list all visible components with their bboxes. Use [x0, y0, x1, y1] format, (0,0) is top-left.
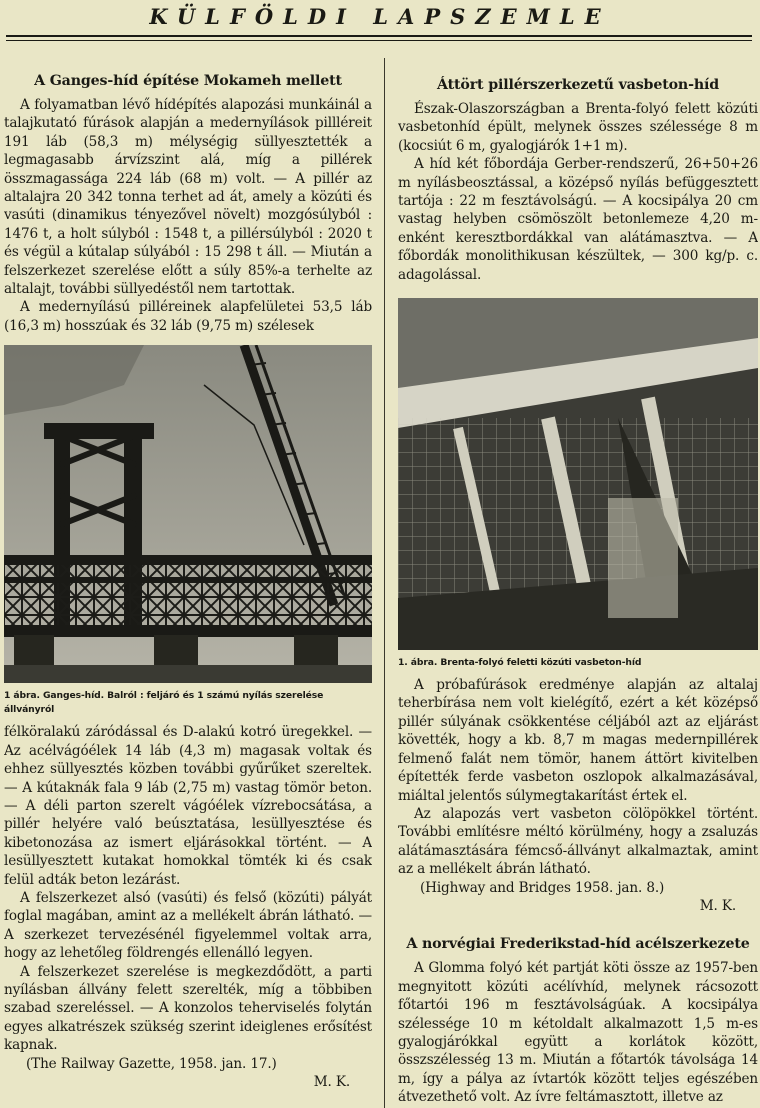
brenta-paragraph-2: A híd két főbordája Gerber-rendszerű, 26+50+26 m nyílásbeosztással, a középső nyílás befüggesztett tartója : 22 m fesztávolságú. — A kocsipálya 20 cm vastag helyben csömöszölt betonlemeze 4,20 m-enként keresztbordákkal van alátámasztva. — A főbordák monolithikusan készültek, — 300 kg/p. c. adagolással. [398, 156, 758, 283]
ganges-paragraph-3: félköralakú záródással és D-alakú kotró üregekkel. — Az acélvágóélek 14 láb (4,3 m) magasak voltak és ehhez süllyesztés közben további gyűrűket szereltek. — A kútaknák fala 9 láb (2,75 m) vastag tömör beton. — A déli parton szerelt vágóélek vízrebocsátása, a pillér helyére való beúsztatása, lesüllyesztése és kibetonozása az ismert eljárásokkal történt. — A lesüllyesztett kutakat homokkal tömték ki és csak felül adták beton lezárást. [4, 724, 372, 888]
brenta-bridge-photo [398, 298, 758, 650]
article-title-brenta: Áttört pillérszerkezetű vasbeton-híd [437, 77, 719, 93]
ganges-signature: M. K. [313, 1074, 350, 1090]
header-rule-top [6, 35, 752, 37]
right-column [398, 56, 758, 1108]
ganges-paragraph-5: A felszerkezet szerelése is megkezdődött, a parti nyílásban állvány felett szerelték, míg a többiben szabad szereléssel. — A konzolos teherviselés folytán egyes alkatrészek szükség szerint ideiglenes erősítést kapnak. [4, 963, 372, 1054]
article-title-ganges: A Ganges-híd építése Mokameh mellett [34, 73, 342, 89]
brenta-signature: M. K. [699, 897, 736, 914]
article-title-frederikstad: A norvégiai Frederikstad-híd acélszerkezete [406, 936, 750, 953]
ganges-figure-caption: 1 ábra. Ganges-híd. Balról : feljáró és 1 számú nyílás szerelése állványról [4, 690, 324, 716]
ganges-source: (The Railway Gazette, 1958. jan. 17.) [26, 1055, 277, 1072]
frederikstad-paragraph-1: A Glomma folyó két partját köti össze az 1957-ben megnyitott közúti acélívhíd, melynek rácsozott főtartói 196 m fesztávolságúak. A kocsipálya szélessége 10 m kétoldalt alkalmazott 1,5 m-es gyalogjárókkal együtt a korlátok között, összszélesség 13 m. Miután a főtartók távolsága 14 m, így a pálya az ívtartók között teljes egészében átvezethető volt. Az ívre feltámasztott, illetve az [398, 960, 758, 1106]
brenta-source: (Highway and Bridges 1958. jan. 8.) [420, 879, 665, 896]
ganges-paragraph-1: A folyamatban lévő hídépítés alapozási munkáinál a talajkutató fúrások alapján a medernyílások pillléreit 191 láb (58,3 m) mélységig süllyesztették a legmagasabb árvízszint alá, míg a pillérek összmagassága 224 láb (68 m) volt. — A pillér az altalajra 20 342 tonna terhet ad át, amely a közúti és vasúti (dinamikus tényezővel növelt) mozgósúlyból : 1476 t, a holt súlyból : 1548 t, a pillérsúlyból : 2020 t és végül a kútalap súlyából : 15 298 t áll. — Miután a felszerkezet szerelése előtt a súly 85%-a terhelte az altalajt, további süllyedéstől nem tartottak. [4, 97, 372, 298]
left-column [4, 56, 372, 1108]
header-rule-bottom [6, 40, 752, 41]
section-header: KÜLFÖLDI LAPSZEMLE [149, 4, 611, 29]
brenta-paragraph-3: A próbafúrások eredménye alapján az altalaj teherbírása nem volt kielégítő, ezért a két középső pillér súlyának csökkentése céljából azt az eljárást követték, hogy a kb. 8,7 m magas medernpillérek felmenő falát nem tömör, hanem áttört kivitelben építették ferde vasbeton oszlopok alkalmazásával, miáltal jelentős súlymegtakarítást értek el. [398, 677, 758, 804]
brenta-figure-caption: 1. ábra. Brenta-folyó feletti közúti vasbeton-híd [398, 657, 642, 669]
ganges-paragraph-2: A medernyílású pilléreinek alapfelületei 53,5 láb (16,3 m) hosszúak és 32 láb (9,75 m) szélesek [4, 299, 372, 334]
column-divider [384, 58, 385, 1108]
brenta-paragraph-1: Észak-Olaszországban a Brenta-folyó felett közúti vasbetonhíd épült, melynek összes szélessége 8 m (kocsiút 6 m, gyalogjárók 1+1 m). [398, 101, 758, 154]
brenta-paragraph-4: Az alapozás vert vasbeton cölöpökkel történt. További említésre méltó körülmény, hogy a zsaluzás alátámasztására fémcső-állványt alkalmaztak, amint az a mellékelt ábrán látható. [398, 805, 758, 878]
ganges-bridge-photo [4, 345, 372, 683]
ganges-paragraph-4: A felszerkezet alsó (vasúti) és felső (közúti) pályát foglal magában, amint az a mellékelt ábrán látható. — A szerkezet tervezésénél figyelemmel voltak arra, hogy az lehetőleg földrengés ellenálló legyen. [4, 889, 372, 962]
